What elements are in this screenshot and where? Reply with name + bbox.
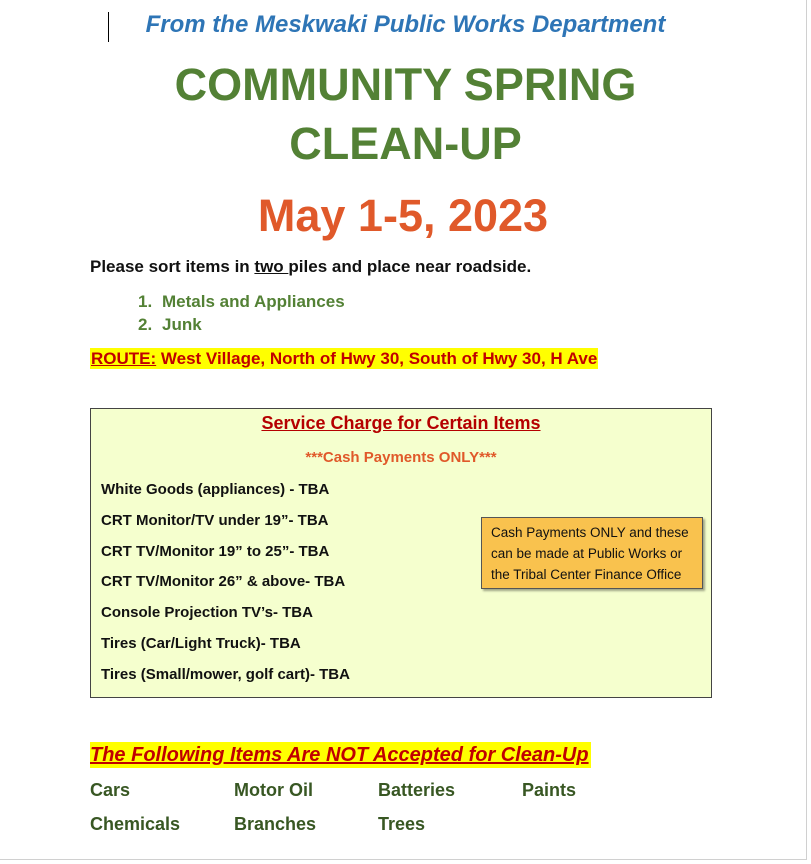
list-label: Metals and Appliances <box>162 292 345 311</box>
service-item: CRT TV/Monitor 19” to 25”- TBA <box>101 542 330 560</box>
not-accepted-item: Motor Oil <box>234 780 313 800</box>
not-accepted-item: Trees <box>378 814 426 834</box>
instruction-before: Please sort items in <box>90 257 255 276</box>
service-charge-title: Service Charge for Certain Items <box>261 413 541 433</box>
instruction-after: piles and place near roadside. <box>288 257 532 276</box>
cash-only-note: ***Cash Payments ONLY*** <box>305 449 497 466</box>
route-line <box>90 348 598 369</box>
service-item: Tires (Car/Light Truck)- TBA <box>101 634 301 652</box>
list-number: 2. <box>138 315 153 334</box>
not-accepted-item: Batteries <box>378 780 456 800</box>
payment-callout: Cash Payments ONLY and these can be made at Public Works or the Tribal Center Finance Office <box>481 517 703 589</box>
service-item-list <box>101 480 350 696</box>
service-charge-box <box>90 408 712 698</box>
not-accepted-item: Paints <box>522 780 577 800</box>
service-item: CRT Monitor/TV under 19”- TBA <box>101 511 329 529</box>
list-item <box>138 291 345 314</box>
service-item: White Goods (appliances) - TBA <box>101 481 330 498</box>
list-label: Junk <box>162 315 202 334</box>
route-text: West Village, North of Hwy 30, South of Hwy 30, H Ave <box>156 349 598 368</box>
service-item: Tires (Small/mower, golf cart)- TBA <box>101 665 350 683</box>
sort-list <box>138 291 345 337</box>
not-accepted-item: Cars <box>90 780 131 800</box>
sort-instruction <box>90 257 531 277</box>
service-item: Console Projection TV’s- TBA <box>101 604 313 622</box>
list-number: 1. <box>138 292 153 311</box>
department-header: From the Meskwaki Public Works Department <box>145 11 666 38</box>
title-line-1: COMMUNITY SPRING <box>174 59 637 110</box>
not-accepted-item: Branches <box>234 814 317 834</box>
not-accepted-item: Chemicals <box>90 814 181 834</box>
route-label: ROUTE: <box>91 349 157 368</box>
title-line-2: CLEAN-UP <box>289 118 522 169</box>
instruction-emphasis: two <box>254 257 289 276</box>
not-accepted-heading: The Following Items Are NOT Accepted for Clean-Up <box>90 744 589 766</box>
list-item <box>138 314 345 337</box>
event-date: May 1-5, 2023 <box>257 190 549 241</box>
service-item: CRT TV/Monitor 26” & above- TBA <box>101 573 346 591</box>
